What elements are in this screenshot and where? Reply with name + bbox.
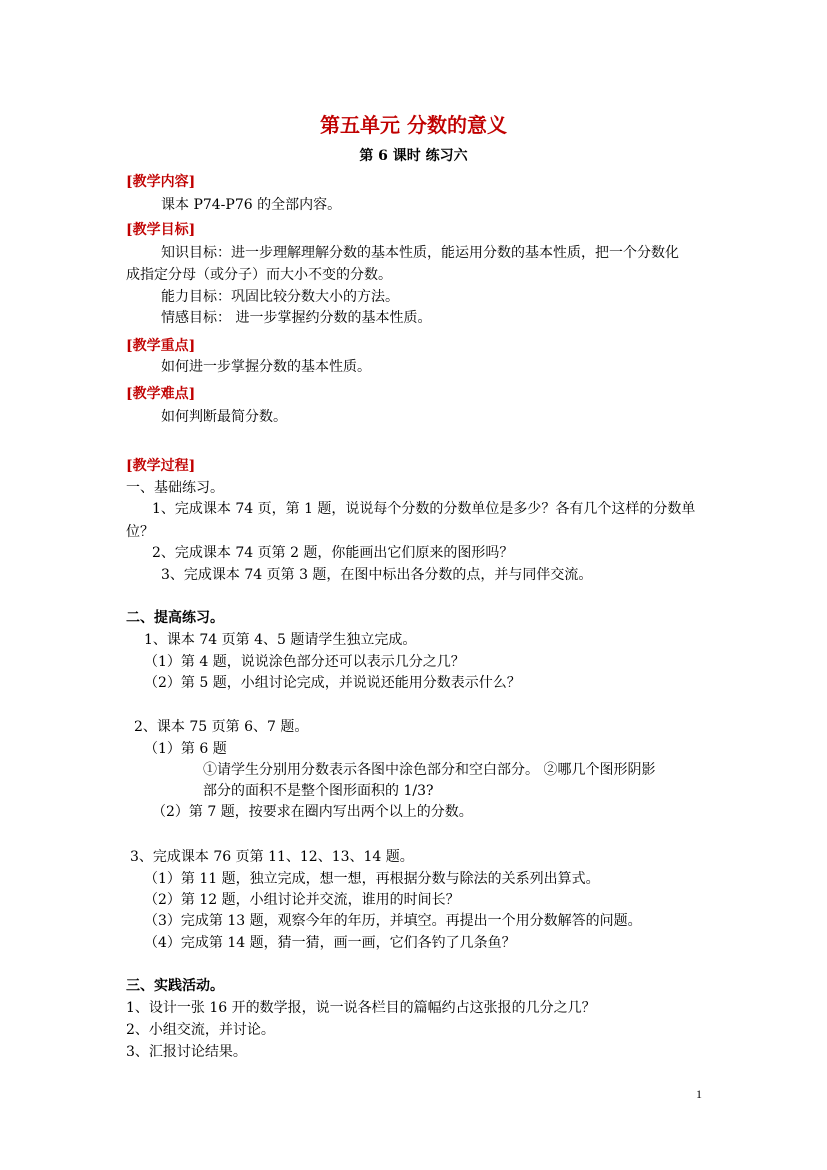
goals-line-4: 情感目标： 进一步掌握约分数的基本性质。 (161, 310, 432, 326)
goals-line-3: 能力目标：巩固比较分数大小的方法。 (161, 289, 399, 305)
section-1-item-2: 2、完成课本 74 页第 2 题，你能画出它们原来的图形吗？ (152, 545, 514, 561)
difficulty-heading: [教学难点] (126, 386, 196, 402)
content-heading: [教学内容] (126, 174, 196, 190)
section-2-item-3: 3、完成课本 76 页第 11、12、13、14 题。 (130, 849, 414, 865)
section-1-item-1a: 1、完成课本 74 页，第 1 题，说说每个分数的分数单位是多少？各有几个这样的分数单 (152, 501, 696, 517)
section-2-title: 二、提高练习。 (126, 610, 224, 626)
section-1-item-3: 3、完成课本 74 页第 3 题，在图中标出各分数的点，并与同伴交流。 (161, 567, 593, 583)
difficulty-text: 如何判断最简分数。 (161, 409, 287, 425)
key-heading: [教学重点] (126, 338, 196, 354)
process-heading: [教学过程] (126, 458, 196, 474)
section-2-item-1: 1、课本 74 页第 4、5 题请学生独立完成。 (144, 632, 417, 648)
section-3-title: 三、实践活动。 (126, 978, 224, 994)
goals-heading: [教学目标] (126, 222, 196, 238)
section-2-item-1a: （1）第 4 题，说说涂色部分还可以表示几分之几？ (144, 654, 465, 670)
content-text: 课本 P74-P76 的全部内容。 (161, 197, 342, 213)
section-2-item-3b: （2）第 12 题，小组讨论并交流，谁用的时间长？ (144, 892, 460, 908)
section-3-item-2: 2、小组交流，并讨论。 (126, 1022, 275, 1038)
section-2-item-2a: （1）第 6 题 (144, 741, 227, 757)
section-1-title: 一、基础练习。 (126, 480, 224, 496)
goals-line-2: 成指定分母（或分子）而大小不变的分数。 (126, 267, 392, 283)
section-2-item-2: 2、课本 75 页第 6、7 题。 (134, 719, 309, 735)
section-2-item-3d: （4）完成第 14 题，猜一猜，画一画，它们各钓了几条鱼？ (144, 935, 516, 951)
section-2-item-3c: （3）完成第 13 题，观察今年的年历，并填空。再提出一个用分数解答的问题。 (144, 913, 642, 929)
page-subtitle: 第 6 课时 练习六 (359, 148, 468, 164)
section-3-item-1: 1、设计一张 16 开的数学报，说一说各栏目的篇幅约占这张报的几分之几？ (126, 1000, 596, 1016)
section-2-item-2a-2: 部分的面积不是整个图形面积的 1/3? (203, 783, 434, 799)
goals-line-1: 知识目标：进一步理解理解分数的基本性质，能运用分数的基本性质，把一个分数化 (161, 245, 679, 261)
section-2-item-3a: （1）第 11 题，独立完成，想一想，再根据分数与除法的关系列出算式。 (144, 871, 600, 887)
section-1-item-1b: 位？ (126, 524, 154, 540)
section-2-item-2a-1: ①请学生分别用分数表示各图中涂色部分和空白部分。 ②哪几个图形阴影 (203, 762, 656, 778)
section-2-item-2b: （2）第 7 题，按要求在圈内写出两个以上的分数。 (152, 804, 473, 820)
page-number: 1 (696, 1087, 702, 1101)
section-2-item-1b: （2）第 5 题，小组讨论完成，并说说还能用分数表示什么？ (144, 675, 521, 691)
page-title: 第五单元 分数的意义 (320, 113, 507, 137)
section-3-item-3: 3、汇报讨论结果。 (126, 1044, 247, 1060)
key-text: 如何进一步掌握分数的基本性质。 (161, 359, 371, 375)
